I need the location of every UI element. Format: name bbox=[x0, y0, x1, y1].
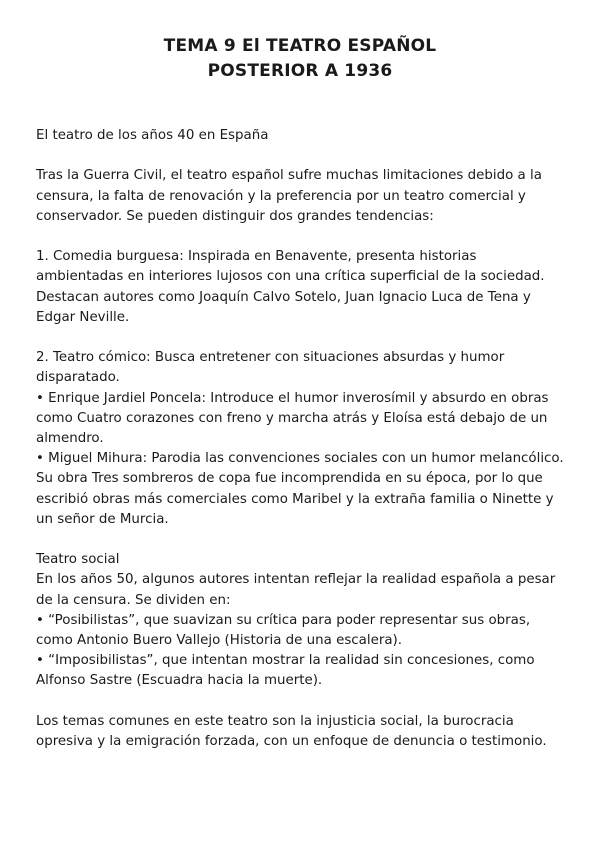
bullet-jardiel-poncela: • Enrique Jardiel Poncela: Introduce el humor inverosímil y absurdo en obras como Cuatro corazones con freno y marcha atrás y Eloísa está debajo de un almendro. bbox=[36, 390, 549, 446]
paragraph-gap bbox=[36, 146, 564, 166]
list-item-teatro-comico: 2. Teatro cómico: Busca entretener con situaciones absurdas y humor disparatado. bbox=[36, 350, 505, 386]
paragraph-intro: Tras la Guerra Civil, el teatro español sufre muchas limitaciones debido a la censura, la falta de renovación y la preferencia por un teatro comercial y conservador. Se pueden distinguir dos grandes tendencias: bbox=[36, 168, 542, 224]
document-title bbox=[36, 34, 564, 84]
list-item-comedia-burguesa: 1. Comedia burguesa: Inspirada en Benavente, presenta historias ambientadas en interiores lujosos con una crítica superficial de la sociedad. Destacan autores como Joaquín Calvo Sotelo, Juan Ignacio Luca de Tena y Edgar Neville. bbox=[36, 249, 545, 325]
paragraph-gap bbox=[36, 227, 564, 247]
title-line-2: POSTERIOR A 1936 bbox=[207, 61, 393, 81]
section-heading-teatro-social: Teatro social bbox=[36, 552, 120, 568]
bullet-miguel-mihura: • Miguel Mihura: Parodia las convenciones sociales con un humor melancólico. Su obra Tres sombreros de copa fue incomprendida en su época, por lo que escribió obras más comerciales como Maribel y la extraña familia o Ninette y un señor de Murcia. bbox=[36, 451, 564, 527]
title-line-1: TEMA 9 El TEATRO ESPAÑOL bbox=[163, 36, 437, 56]
paragraph-closing: Los temas comunes en este teatro son la injusticia social, la burocracia opresiva y la emigración forzada, con un enfoque de denuncia o testimonio. bbox=[36, 713, 547, 750]
bullet-imposibilistas: • “Imposibilistas”, que intentan mostrar la realidad sin concesiones, como Alfonso Sastre (Escuadra hacia la muerte). bbox=[36, 653, 535, 689]
paragraph-teatro-social-intro: En los años 50, algunos autores intentan reflejar la realidad española a pesar de la censura. Se dividen en: bbox=[36, 572, 556, 608]
section-heading-40s: El teatro de los años 40 en España bbox=[36, 128, 269, 143]
bullet-posibilistas: • “Posibilistas”, que suavizan su crítica para poder representar sus obras, como Antonio Buero Vallejo (Historia de una escalera). bbox=[36, 612, 531, 649]
document-body bbox=[36, 126, 564, 752]
paragraph-gap bbox=[36, 328, 564, 348]
paragraph-gap bbox=[36, 692, 564, 712]
paragraph-gap bbox=[36, 530, 564, 550]
